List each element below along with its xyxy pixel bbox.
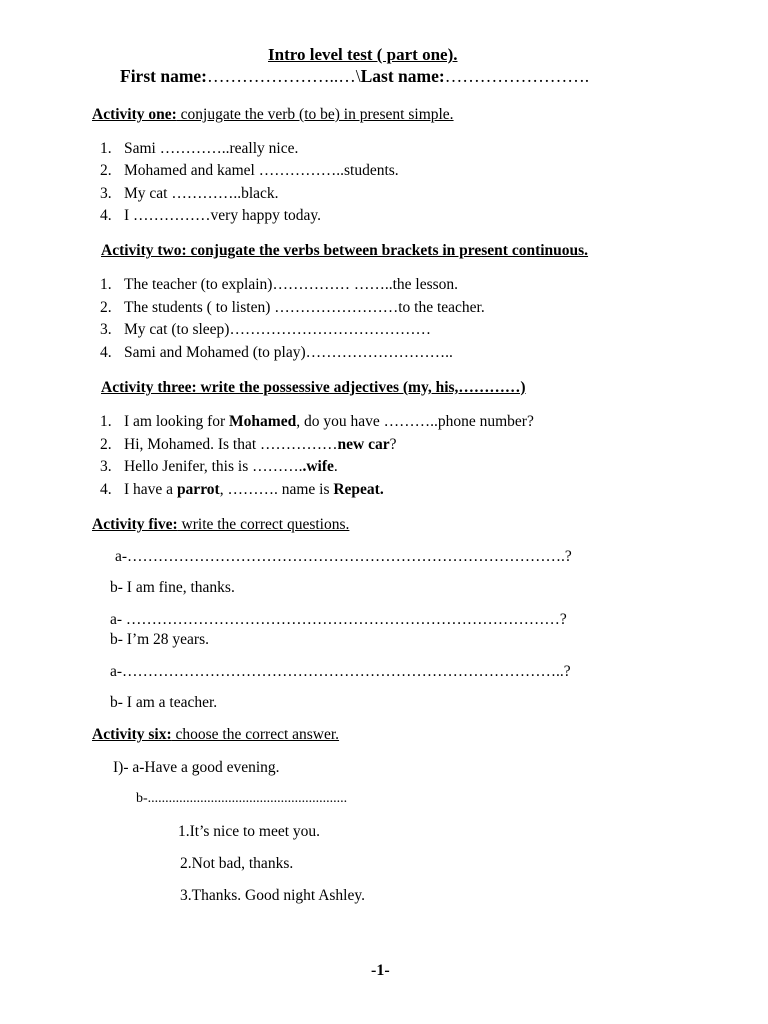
- activity-one-instruction: conjugate the verb (to be) in present simple.: [176, 106, 454, 123]
- list-item: 3. My cat …………..black.: [100, 185, 279, 202]
- activity-six-heading: Activity six: choose the correct answer.: [92, 726, 340, 743]
- activity-two-heading: Activity two: conjugate the verbs between brackets in present continuous.: [101, 242, 589, 259]
- list-item: 4. I ……………very happy today.: [100, 207, 322, 224]
- list-item: 1. The teacher (to explain)…………… ……..the lesson.: [100, 276, 459, 293]
- answer-line: b- I am a teacher.: [110, 694, 218, 711]
- list-item: 2. Hi, Mohamed. Is that ……………new car?: [100, 436, 397, 453]
- option-item: 3.Thanks. Good night Ashley.: [180, 887, 365, 904]
- page-number: -1-: [371, 962, 390, 979]
- page-title: Intro level test ( part one).: [268, 45, 458, 64]
- first-name-label: First name:: [120, 66, 207, 86]
- first-name-blank: …………………..…\: [207, 66, 361, 86]
- activity-one-label: Activity one:: [92, 106, 177, 123]
- list-item: 3. Hello Jenifer, this is ………..wife.: [100, 458, 338, 475]
- option-item: 2.Not bad, thanks.: [180, 855, 294, 872]
- question-line: a-…………………………………………………………………………..?: [110, 663, 571, 680]
- list-item: 2. Mohamed and kamel ……………..students.: [100, 162, 399, 179]
- list-item: 1. I am looking for Mohamed, do you have ………..phone number?: [100, 413, 534, 430]
- question-line: a- …………………………………………………………………………?: [110, 611, 567, 628]
- dialogue-prompt: I)- a-Have a good evening.: [113, 759, 280, 776]
- last-name-label: Last name:: [360, 66, 445, 86]
- activity-three-heading: Activity three: write the possessive adjectives (my, his,…………): [101, 379, 526, 396]
- list-item: 3. My cat (to sleep)…………………………………: [100, 321, 431, 338]
- answer-line: b- I am fine, thanks.: [110, 579, 235, 596]
- list-item: 4. I have a parrot, ………. name is Repeat.: [100, 481, 384, 498]
- activity-one-heading: [92, 106, 454, 124]
- answer-line: b- I’m 28 years.: [110, 631, 209, 648]
- question-line: a-………………………………………………………………………….?: [115, 548, 572, 565]
- option-item: 1.It’s nice to meet you.: [178, 823, 321, 840]
- name-line: [120, 67, 589, 85]
- dialogue-answer-blank: b-.........................................................: [136, 791, 348, 806]
- last-name-blank: …………………….: [444, 66, 590, 86]
- list-item: 2. The students ( to listen) ……………………to the teacher.: [100, 299, 485, 316]
- list-item: 1. Sami …………..really nice.: [100, 140, 299, 157]
- activity-five-heading: Activity five: write the correct questions.: [92, 516, 350, 533]
- list-item: 4. Sami and Mohamed (to play)………………………..: [100, 344, 453, 361]
